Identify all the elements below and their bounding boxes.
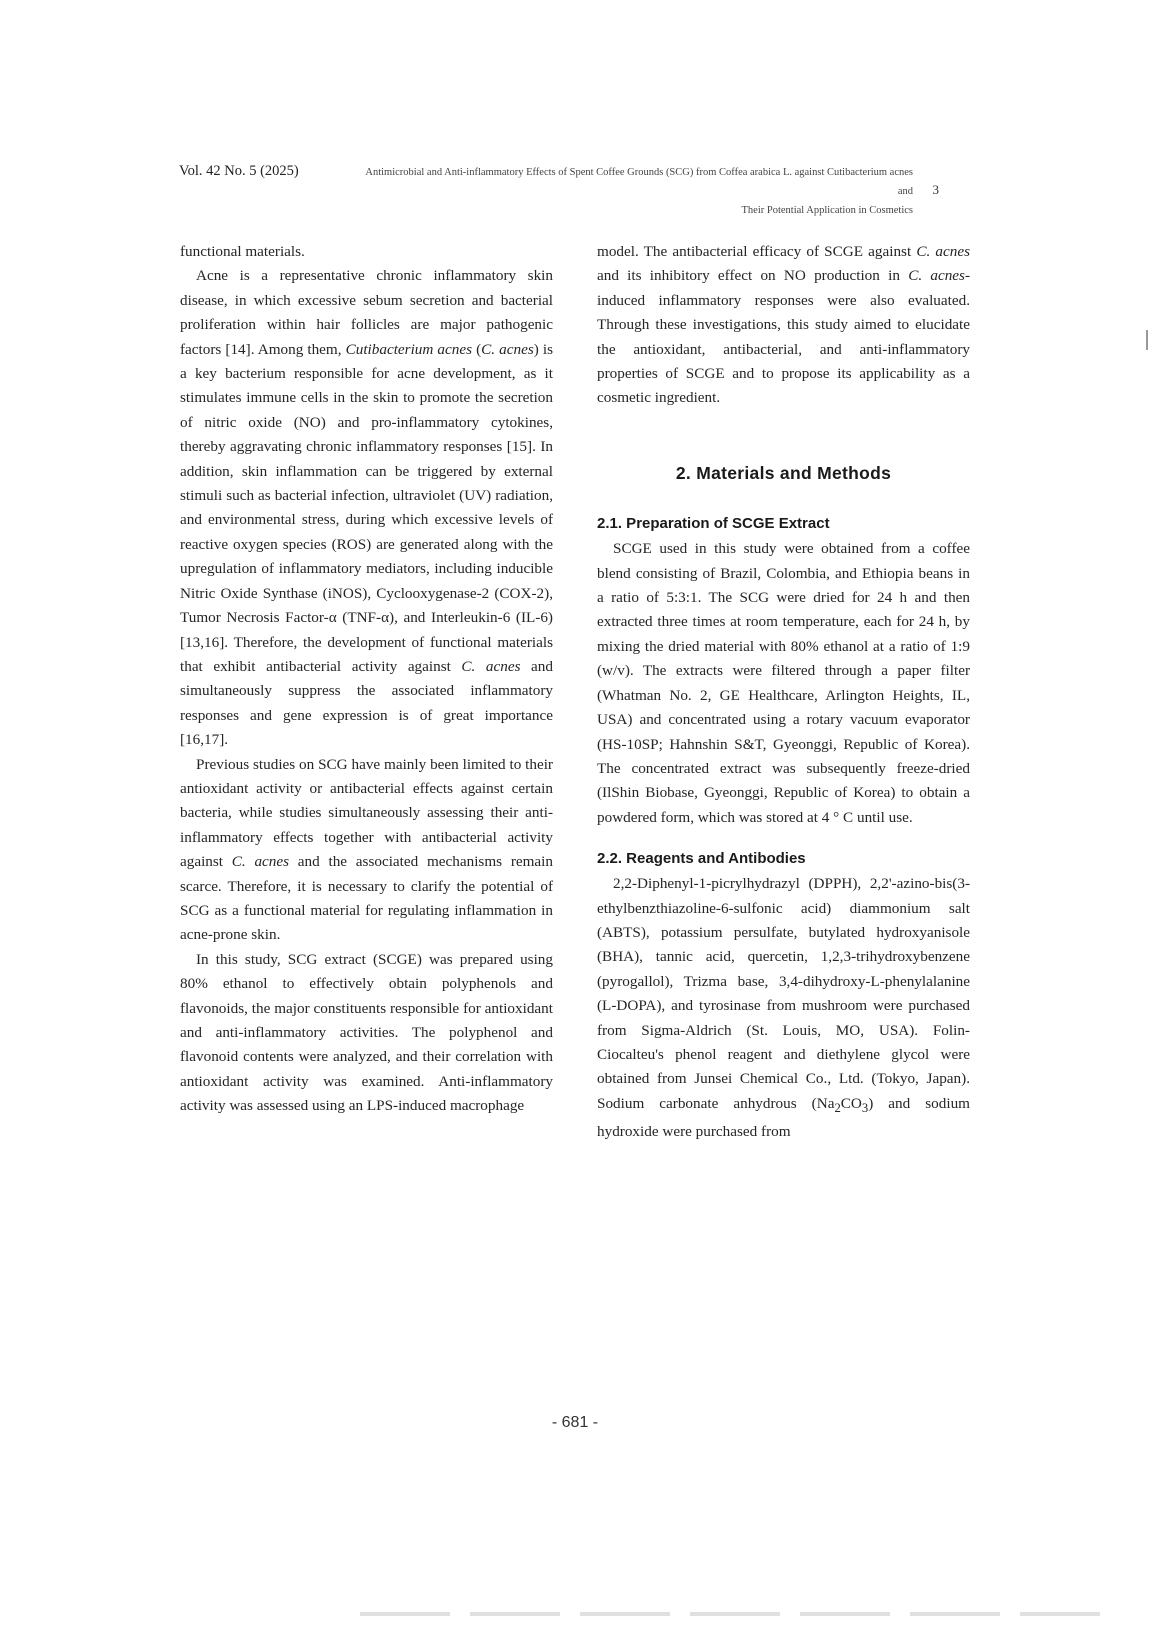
paragraph: model. The antibacterial efficacy of SCGE against C. acnes and its inhibitory effect on NO production in C. acnes-induced inflammatory responses were also evaluated. Through these investigations, this study aimed to elucidate the antioxidant, antibacterial, and anti-inflammatory properties of SCGE and to propose its applicability as a cosmetic ingredient.: [597, 243, 971, 407]
paragraph: functional materials.: [180, 243, 305, 260]
right-column: [597, 240, 970, 1145]
scan-edge-mark: [1146, 330, 1148, 350]
page-footer: - 681 -: [551, 1414, 599, 1431]
paragraph: 2,2-Diphenyl-1-picrylhydrazyl (DPPH), 2,2'-azino-bis(3-ethylbenzthiazoline-6-sulfonic acid) diammonium salt (ABTS), potassium persulfate, butylated hydroxyanisole (BHA), tannic acid, quercetin, 1,2,3-trihydroxybenzene (pyrogallol), Trizma base, 3,4-dihydroxy-L-phenylalanine (L-DOPA), and tyrosinase from mushroom were purchased from Sigma-Aldrich (St. Louis, MO, USA). Folin-Ciocalteu's phenol reagent and diethylene glycol were obtained from Junsei Chemical Co., Ltd. (Tokyo, Japan). Sodium carbonate anhydrous $(Na_2CO_3)$ and sodium hydroxide were purchased from: [597, 875, 970, 1141]
section-heading: 2. Materials and Methods: [675, 462, 892, 483]
header-page-number: 3: [932, 182, 939, 197]
journal-volume: Vol. 42 No. 5 (2025): [179, 163, 299, 179]
running-title: [353, 163, 913, 220]
paragraph: In this study, SCG extract (SCGE) was prepared using 80% ethanol to effectively obtain polyphenols and flavonoids, the major constituents responsible for antioxidant and anti-inflammatory activities. The polyphenol and flavonoid contents were analyzed, and their correlation with antioxidant activity was examined. Anti-inflammatory activity was assessed using an LPS-induced macrophage: [180, 950, 553, 1115]
left-column: [180, 240, 553, 1119]
paragraph: Acne is a representative chronic inflammatory skin disease, in which excessive sebum secretion and bacterial proliferation within hair follicles are major pathogenic factors [14]. Among them, Cutibacterium acnes (C. acnes) is a key bacterium responsible for acne development, as it stimulates immune cells in the skin to promote the secretion of nitric oxide (NO) and pro-inflammatory cytokines, thereby aggravating chronic inflammatory responses [15]. In addition, skin inflammation can be triggered by external stimuli such as bacterial infection, ultraviolet (UV) radiation, and environmental stress, during which excessive levels of reactive oxygen species (ROS) are generated along with the upregulation of inflammatory mediators, including inducible Nitric Oxide Synthase (iNOS), Cyclooxygenase-2 (COX-2), Tumor Necrosis Factor-α (TNF-α), and Interleukin-6 (IL-6) [13,16]. Therefore, the development of functional materials that exhibit antibacterial activity against C. acnes and simultaneously suppress the associated inflammatory responses and gene expression is of great importance [16,17].: [180, 267, 554, 749]
running-header: [179, 163, 939, 216]
scan-bottom-artifact: [360, 1612, 1100, 1616]
paragraph: SCGE used in this study were obtained from a coffee blend consisting of Brazil, Colombia, and Ethiopia beans in a ratio of 5:3:1. The SCG were dried for 24 h and then extracted three times at room temperature, each for 24 h, by mixing the dried material with 80% ethanol at a ratio of 1:9 (w/v). The extracts were filtered through a paper filter (Whatman No. 2, GE Healthcare, Arlington Heights, IL, USA) and concentrated using a rotary vacuum evaporator (HS-10SP; Hahnshin S&T, Gyeonggi, Republic of Korea). The concentrated extract was subsequently freeze-dried (IlShin Biobase, Gyeonggi, Republic of Korea) to obtain a powdered form, which was stored at 4 ° C until use.: [597, 540, 970, 826]
subsection-heading: 2.1. Preparation of SCGE Extract: [597, 515, 830, 533]
running-title-line-2: Their Potential Application in Cosmetics: [741, 205, 913, 216]
subsection-heading: 2.2. Reagents and Antibodies: [597, 850, 806, 868]
paragraph: Previous studies on SCG have mainly been limited to their antioxidant activity or antibacterial effects against certain bacteria, while studies simultaneously assessing their anti-inflammatory effects together with antibacterial activity against C. acnes and the associated mechanisms remain scarce. Therefore, it is necessary to clarify the potential of SCG as a functional material for regulating inflammation in acne-prone skin.: [180, 755, 553, 944]
running-title-line-1: Antimicrobial and Anti-inflammatory Effects of Spent Coffee Grounds (SCG) from Coffea arabica L. against Cutibacterium acnes and: [365, 167, 913, 197]
